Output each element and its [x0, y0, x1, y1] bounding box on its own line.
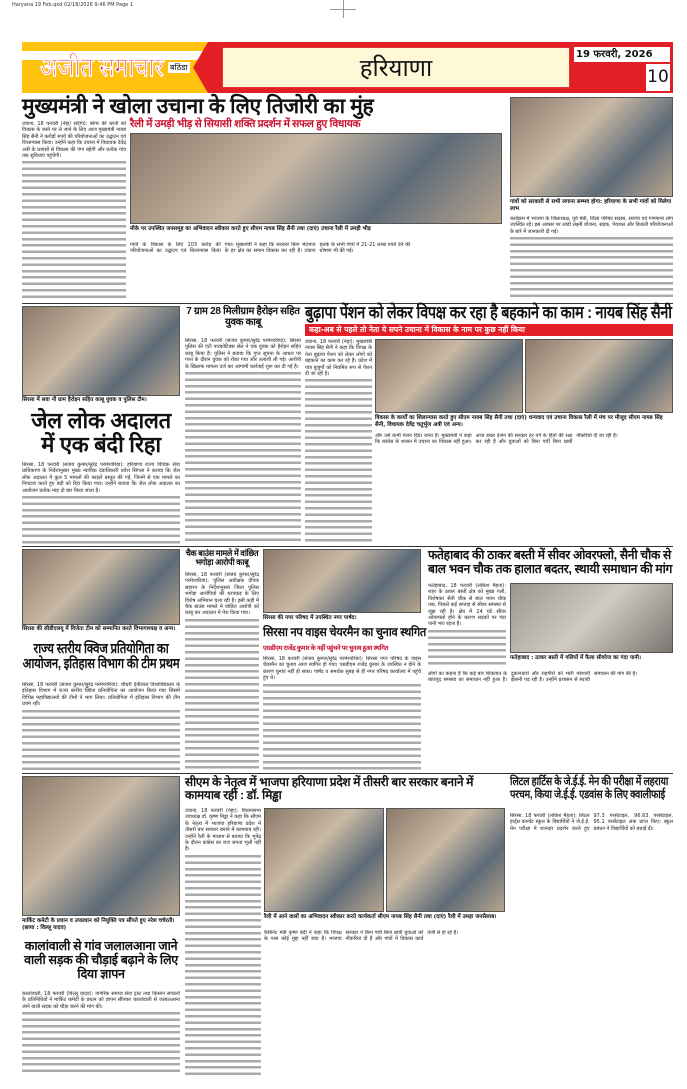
rally-walk-photo	[264, 808, 384, 912]
quiz-headline: राज्य स्तरीय क्विज प्रतियोगिता का आयोजन, इतिहास विभाग की टीम प्रथम	[22, 640, 180, 672]
stage-photo	[510, 97, 673, 197]
market-committee-photo	[22, 776, 180, 916]
vice-chairman-headline: सिरसा नप वाइस चेयरमैन का चुनाव स्थगित	[263, 625, 426, 639]
quiz-winners-photo	[22, 549, 180, 625]
jee-result-body: सिरसा, 18 फरवरी (लोकेश मैहता): लिटल हार्ट्स कान्वेंट स्कूल के विद्यार्थियों ने जे.ई.ई. मेन परीक्षा में शानदार प्रदर्शन करते हुए 97.3 परसेंटाइल, 96.63 परसेंटाइल, 95.1 परसेंटाइल अंक प्राप्त किए। स्कूल प्रबंधन ने विद्यार्थियों को बधाई दी।	[510, 813, 673, 1075]
right-photo-caption: गांवों को सरकारी से सभी लगाना सम्भव होगा: हरियाणा के सभी गांवों को मिलेगा लाभ	[510, 199, 672, 212]
jail-lok-adalat-body: सिरसा, 18 फरवरी (संजय कुमार/सुरेंद्र परमेश्वरिया): हरियाणा राज्य विधिक सेवा प्राधिकरण के निर्देशानुसार मुख्य न्यायिक दंडाधिकारी प्रवेश सिंगला ने बताया कि जेल लोक अदालत में कुल 5 मामलों की फाइलें प्रस्तुत की गईं, जिनमें से एक मामले का निपटारा करते हुए बंदी को रिहा किया गया। उन्होंने बताया कि जेल लोक अदालत का आयोजन प्रत्येक माह दो बार किया जाता है।	[22, 462, 180, 544]
rally-photo	[130, 133, 502, 224]
divider	[22, 773, 673, 774]
middha-body-col1: उचाना, 18 फरवरी (नेहा): विधानसभा उपाध्यक्ष डॉ. कृष्ण मिड्ढा ने कहा कि सीएम के नेतृत्व में भाजपा हरियाणा प्रदेश में तीसरी बार सरकार बनाने में कामयाब रही। उन्होंने रैली के माध्यम से बताया कि भूपेंद्र के दौरान कांग्रेस का राज जनता भूली नहीं है।	[185, 808, 261, 1075]
pension-subhead: कहा-अब से पहले तो नेता ये सपने उचाना में विकास के नाम पर कुछ नहीं किया	[309, 325, 525, 334]
sewer-overflow-headline: फतेहाबाद की ठाकर बस्ती में सीवर ओवरफ्लो, सैनी चौक से बाल भवन चौक तक हालात बदतर, स्थायी समाधान की मांग	[428, 548, 673, 576]
market-committee-caption	[22, 918, 180, 931]
pension-photo-caption: विकास के कार्यों का शिलान्यास करते हुए सीएम नायब सिंह सैनी तथा (दाएं) धन्यवाद एवं उचाना विकास रैली में मंच पर मौजूद सीएम नायब सिंह सैनी, विधायक देवेंद्र चतुर्भुज अत्री एवं अन्य।	[375, 415, 663, 428]
inauguration-photo	[375, 339, 523, 413]
middha-photo-caption: रैली में आने वालों का अभिवादन स्वीकार करते कार्यकर्ता सीएम नायब सिंह सैनी तथा (दाएं) रैली में उमड़ा जनसैलाब।	[264, 914, 497, 920]
cheque-bounce-headline: चैक बाउंस मामले में वांछित भगोड़ा आरोपी काबू	[185, 548, 259, 568]
newspaper-logo: अजीत समाचार	[40, 53, 164, 82]
lead-body-right: कार्यक्रम में भाजपा के जिलाध्यक्ष, पूर्व मंत्री, जिला परिषद सदस्य, सरपंच एवं गणमान्य लोग उपस्थित रहे। इस अवसर पर लाडो लक्ष्मी योजना, सड़क, पेयजल और बिजली परियोजनाओं के बारे में जानकारी दी गई।	[510, 216, 673, 301]
photo-credit: (छाया : विल्लू यादव)	[22, 924, 67, 931]
sewer-photo-caption: फतेहाबाद : ठाकर बस्ती में गलियों में फैला सीवरेज का गंदा पानी।	[510, 655, 641, 661]
cheque-bounce-body: सिरसा, 18 फरवरी (संजय कुमार/सुरेंद्र परमेश्वरिया): पुलिस अधीक्षक दीपक सहारन के निर्देशानुसार जिला पुलिस भगोड़ा आरोपियों की धरपकड़ के लिए विशेष अभियान चला रही है। इसी कड़ी में चैक बाउंस मामले में वांछित आरोपी को काबू कर अदालत में पेश किया गया।	[185, 572, 259, 770]
lead-photo-caption: मौके पर उपस्थित जनसमूह का अभिवादन स्वीकार करते हुए सीएम नायब सिंह सैनी तथा (दाएं) उचाना रैली में उमड़ी भीड़	[130, 226, 371, 232]
divider	[22, 546, 673, 547]
quiz-body: सिरसा, 18 फरवरी (संजय कुमार/सुरेंद्र परमेश्वरिया): चौधरी देवीलाल विश्वविद्यालय के इतिहास विभाग में राज्य स्तरीय क्विज प्रतियोगिता का आयोजन किया गया जिसमें विभिन्न महाविद्यालयों की टीमों ने भाग लिया। प्रतियोगिता में इतिहास विभाग की टीम प्रथम रही।	[22, 682, 180, 770]
pension-body-col1: उचाना, 18 फरवरी (नेहा): मुख्यमंत्री नायब सिंह सैनी ने कहा कि विपक्ष के नेता बुढ़ापा पेंशन को लेकर लोगों को बहकाने का काम कर रहे हैं। प्रदेश में पात्र बुजुर्गों को नियमित रूप से पेंशन दी जा रही है।	[305, 339, 372, 544]
issue-date: 19 फरवरी, 2026	[576, 49, 653, 60]
caption-text: मार्किट कमेटी के प्रधान व उपप्रधान को नियुक्ति पत्र सौंपते हुए नरेश चचेरती।	[22, 918, 175, 924]
council-photo-caption: सिरसा की नगर परिषद में उपस्थित नगर पार्षद।	[263, 615, 357, 621]
edition-city: बठिंडा	[170, 63, 188, 72]
page-number: 10	[646, 64, 670, 91]
lead-headline: मुख्यमंत्री ने खोला उचाना के लिए तिजोरी का मुंह	[22, 95, 374, 118]
middha-headline: सीएम के नेतृत्व में भाजपा हरियाणा प्रदेश में तीसरी बार सरकार बनाने में कामयाब रही : डॉ. मिड्ढा	[185, 775, 474, 803]
council-meeting-photo	[263, 549, 421, 613]
jail-lok-adalat-headline: जेल लोक अदालत में एक बंदी रिहा	[31, 408, 171, 458]
vice-chairman-body: सिरसा, 18 फरवरी (संजय कुमार/सुरेंद्र परमेश्वरिया): सिरसा नगर परिषद के वाइस चेयरमैन का चुनाव आज स्थगित हो गया। एसडीएम राजेंद्र कुमार के उपस्थित न होने के कारण चुनाव नहीं हो सका। पार्षद व समर्थक सुबह से ही नगर परिषद कार्यालय में पहुंचे हुए थे।	[263, 656, 421, 770]
crop-mark	[330, 9, 356, 10]
sewer-body-col2: लोगों का कहना है कि कई बार शिकायत के बावजूद समस्या का समाधान नहीं हुआ है। दुकानदारों और राहगीरों को भारी परेशानी झेलनी पड़ रही है। उन्होंने प्रशासन से स्थायी समाधान की मांग की है।	[428, 671, 673, 770]
lead-subhead: रैली में उमड़ी भीड़ से सियासी शक्ति प्रदर्शन में सफल हुए विधायक	[130, 118, 361, 130]
section-title: हरियाणा	[222, 47, 570, 88]
road-widening-body: कालांवाली, 18 फरवरी (विल्लू यादव): नागरिक समाज सेवा ट्रस्ट तथा किसान संगठनों के प्रतिनिधियों ने मार्किट कमेटी के प्रधान को ज्ञापन सौंपकर कालांवाली से जलालआना जाने वाली सड़क को चौड़ा करने की मांग की।	[22, 991, 180, 1075]
heroin-photo-caption: सिरसा में सवा नौ ग्राम हैरोइन सहित काबू युवक व पुलिस टीम।	[22, 397, 147, 403]
lead-body-col2: गांवों के विकास के लिए 103 करोड़ की परियोजनाओं का उद्घाटन एवं शिलान्यास किया गया। मुख्यमंत्री ने कहा कि सरकार बिना भेदभाव के हर क्षेत्र का समान विकास कर रही है। उचाना हलके के सभी गांवों में 21-21 लाख रुपये देने की घोषणा भी की गई।	[130, 242, 505, 301]
pension-body-col2: और उसे कभी पेंशन दिया जाना है। मुख्यमंत्री ने कहा कि कांग्रेस के शासन में उचाना का विकास नहीं हुआ। आज डबल इंजन की सरकार हर वर्ग के हितों की रक्षा कर रही है और युवाओं को बिना पर्ची बिना खर्ची नौकरियां दी जा रही हैं।	[375, 433, 673, 544]
print-slug: Haryana 19 Feb.qxd 02/18/2026 9:46 PM Page 1	[12, 2, 134, 8]
sewer-street-photo	[510, 583, 673, 653]
heroin-headline: 7 ग्राम 28 मिलीग्राम हैरोइन सहित युवक काबू	[186, 306, 300, 328]
jee-result-headline: लिटल हार्टिस के जे.ई.ई. मेन की परीक्षा में लहराया परचम, किया जे.ई.ई. एडवांस के लिए क्वालीफाई	[510, 776, 669, 801]
road-widening-headline: कालांवाली से गांव जलालआना जाने वाली सड़क की चौड़ाई बढ़ाने के लिए दिया ज्ञापन	[24, 939, 178, 981]
crowd-photo	[386, 808, 505, 912]
sewer-body-col1: फतेहाबाद, 18 फरवरी (लोकेश मैहता): शहर के ठाकर बस्ती क्षेत्र को मुख्य गली, विशेषकर सैनी चौक से बाल भवन चौक तक, पिछले कई सप्ताह से सीवर समस्या से जूझ रही है। क्षेत्र में 24 घंटे सीवर ओवरफ्लो होने के कारण सड़कों पर गंदा पानी भरा रहता है।	[428, 583, 506, 667]
stage-leaders-photo	[525, 339, 673, 413]
heroin-arrest-photo	[22, 306, 180, 396]
lead-body-col1: उचाना, 18 फरवरी (नेहा/ संदीप): बांगर की धरती को विकास के रास्ते पर ले जाने के लिए आज मुख्यमंत्री नायब सिंह सैनी ने करोड़ों रुपये की परियोजनाओं का उद्घाटन एवं शिलान्यास किया। उन्होंने कहा कि उचाना में विधायक देवेंद्र अत्री के प्रयासों से विकास की गंगा बहेगी और प्रत्येक गांव तक सुविधाएं पहुंचेंगी।	[22, 121, 126, 301]
pension-headline: बुढ़ापा पेंशन को लेकर विपक्ष कर रहा है बहकाने का काम : नायब सिंह सैनी	[305, 303, 672, 322]
middha-body-col2: कैबिनेट मंत्री कृष्ण बेदी ने कहा कि विपक्ष के पास कोई मुद्दा नहीं बचा है। भाजपा सरकार ने बिना पर्ची बिना खर्ची युवाओं को नौकरियां दी हैं और गांवों में विकास कार्य तेजी से हो रहे हैं।	[264, 930, 505, 1075]
heroin-body: सिरसा, 18 फरवरी (संजय कुमार/सुरेंद्र परमेश्वरिया): सिरसा पुलिस की एंटी नारकोटिक्स सेल ने एक युवक को हैरोइन सहित काबू किया है। पुलिस ने बताया कि गुप्त सूचना के आधार पर गश्त के दौरान युवक को रोका गया और तलाशी ली गई। आरोपी के खिलाफ मामला दर्ज कर आगामी कार्रवाई शुरू कर दी गई है।	[185, 338, 301, 544]
quiz-photo-caption: सिरसा की सीडीएलयू में विजेता टीम को सम्मानित करते विभागाध्यक्ष व अन्य।	[22, 626, 176, 632]
vice-chairman-subhead: एसडीएम राजेंद्र कुमार के नहीं पहुंचने पर चुनाव हुआ स्थगित	[263, 645, 389, 652]
